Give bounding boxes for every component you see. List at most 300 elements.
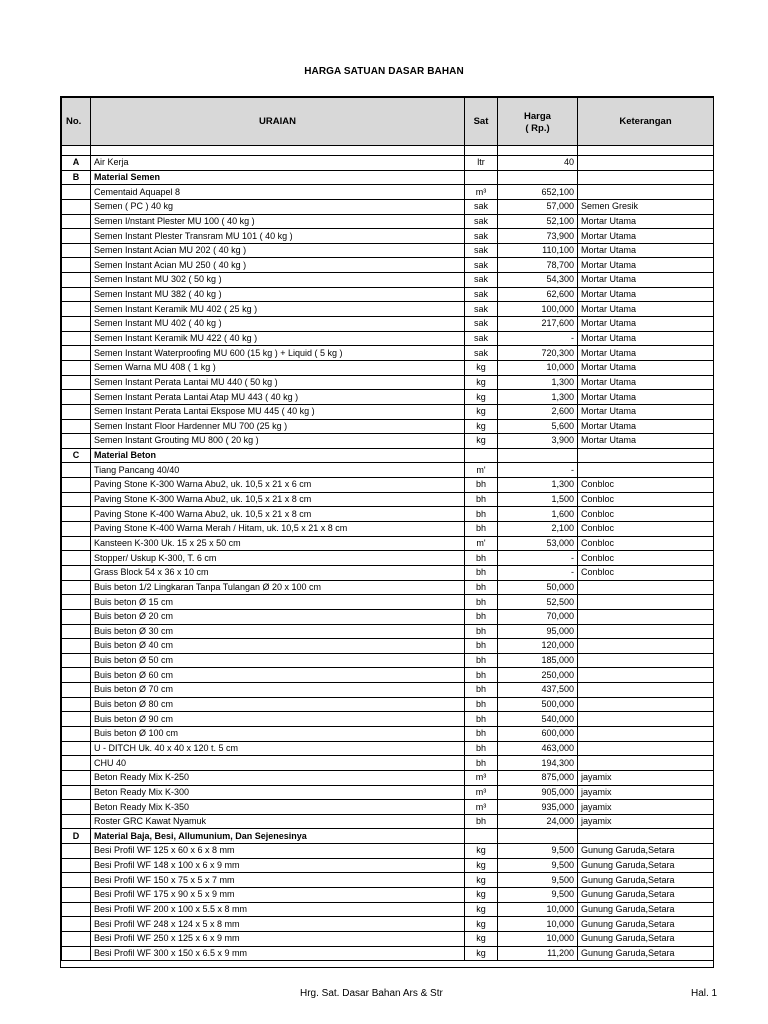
cell-sat: kg	[465, 931, 498, 946]
cell-sat: m'	[465, 463, 498, 478]
header-harga	[498, 98, 578, 146]
cell-uraian: Semen Instant Grouting MU 800 ( 20 kg )	[91, 434, 465, 449]
cell-no: C	[62, 448, 91, 463]
cell-harga: 720,300	[498, 346, 578, 361]
cell-uraian: Semen Instant MU 302 ( 50 kg )	[91, 273, 465, 288]
cell-sat: sak	[465, 229, 498, 244]
cell-keterangan: Conbloc	[578, 522, 714, 537]
cell-keterangan: Mortar Utama	[578, 287, 714, 302]
cell-keterangan	[578, 463, 714, 478]
table-row	[62, 185, 714, 200]
cell-uraian: U - DITCH Uk. 40 x 40 x 120 t. 5 cm	[91, 741, 465, 756]
cell-keterangan: Gunung Garuda,Setara	[578, 902, 714, 917]
cell-keterangan: Gunung Garuda,Setara	[578, 873, 714, 888]
cell-uraian: Besi Profil WF 148 x 100 x 6 x 9 mm	[91, 858, 465, 873]
table-row	[62, 375, 714, 390]
table-row	[62, 624, 714, 639]
category-row	[62, 170, 714, 185]
cell-uraian: Kansteen K-300 Uk. 15 x 25 x 50 cm	[91, 536, 465, 551]
cell-no	[62, 946, 91, 961]
cell-uraian: Paving Stone K-300 Warna Abu2, uk. 10,5 x 21 x 6 cm	[91, 478, 465, 493]
cell-no: B	[62, 170, 91, 185]
table-row	[62, 697, 714, 712]
cell-harga: 652,100	[498, 185, 578, 200]
cell-harga: 100,000	[498, 302, 578, 317]
spacer-row	[62, 146, 714, 156]
cell-sat: bh	[465, 653, 498, 668]
cell-uraian: Semen Warna MU 408 ( 1 kg )	[91, 360, 465, 375]
cell-sat: sak	[465, 302, 498, 317]
cell-sat: ltr	[465, 156, 498, 171]
footer-page-number: Hal. 1	[691, 988, 718, 999]
cell-sat: bh	[465, 492, 498, 507]
cell-no: D	[62, 829, 91, 844]
table-row	[62, 331, 714, 346]
cell-sat: bh	[465, 551, 498, 566]
cell-harga	[498, 170, 578, 185]
cell-sat	[465, 448, 498, 463]
table-row	[62, 770, 714, 785]
cell-keterangan: Conbloc	[578, 536, 714, 551]
cell-no	[62, 844, 91, 859]
cell-sat: sak	[465, 258, 498, 273]
cell-harga: 875,000	[498, 770, 578, 785]
cell-sat: kg	[465, 404, 498, 419]
cell-keterangan: Gunung Garuda,Setara	[578, 917, 714, 932]
cell-uraian: Grass Block 54 x 36 x 10 cm	[91, 565, 465, 580]
spacer-cell	[91, 146, 465, 156]
cell-uraian: Buis beton Ø 90 cm	[91, 712, 465, 727]
cell-no	[62, 390, 91, 405]
cell-no	[62, 463, 91, 478]
cell-sat: kg	[465, 390, 498, 405]
cell-no	[62, 185, 91, 200]
cell-uraian: Semen Instant Acian MU 250 ( 40 kg )	[91, 258, 465, 273]
price-table	[61, 97, 714, 961]
category-row	[62, 448, 714, 463]
cell-uraian: Paving Stone K-300 Warna Abu2, uk. 10,5 x 21 x 8 cm	[91, 492, 465, 507]
table-header	[62, 98, 714, 146]
cell-uraian: Besi Profil WF 175 x 90 x 5 x 9 mm	[91, 888, 465, 903]
cell-sat: sak	[465, 346, 498, 361]
cell-sat: m'	[465, 536, 498, 551]
cell-harga: 194,300	[498, 756, 578, 771]
table-row	[62, 741, 714, 756]
cell-uraian: Semen Instant Acian MU 202 ( 40 kg )	[91, 243, 465, 258]
cell-sat: bh	[465, 639, 498, 654]
table-row	[62, 902, 714, 917]
cell-sat: bh	[465, 741, 498, 756]
table-row	[62, 917, 714, 932]
cell-uraian: Buis beton Ø 100 cm	[91, 726, 465, 741]
table-row	[62, 243, 714, 258]
cell-harga: 50,000	[498, 580, 578, 595]
cell-no	[62, 492, 91, 507]
cell-uraian: Beton Ready Mix K-300	[91, 785, 465, 800]
cell-sat: kg	[465, 419, 498, 434]
cell-keterangan	[578, 448, 714, 463]
table-row	[62, 946, 714, 961]
cell-keterangan: Semen Gresik	[578, 199, 714, 214]
cell-no	[62, 273, 91, 288]
cell-keterangan	[578, 653, 714, 668]
cell-no	[62, 434, 91, 449]
category-row	[62, 829, 714, 844]
cell-uraian: Semen Instant Keramik MU 422 ( 40 kg )	[91, 331, 465, 346]
cell-sat: kg	[465, 434, 498, 449]
table-row	[62, 873, 714, 888]
cell-no	[62, 712, 91, 727]
cell-sat: bh	[465, 507, 498, 522]
table-row	[62, 229, 714, 244]
cell-sat: sak	[465, 214, 498, 229]
table-row	[62, 595, 714, 610]
cell-sat: kg	[465, 873, 498, 888]
table-row	[62, 199, 714, 214]
cell-keterangan: Mortar Utama	[578, 273, 714, 288]
table-row	[62, 580, 714, 595]
cell-no	[62, 580, 91, 595]
table-row	[62, 565, 714, 580]
cell-no	[62, 565, 91, 580]
cell-harga: 70,000	[498, 609, 578, 624]
cell-keterangan: Conbloc	[578, 478, 714, 493]
cell-sat: m³	[465, 185, 498, 200]
cell-keterangan: Gunung Garuda,Setara	[578, 844, 714, 859]
spacer-cell	[465, 146, 498, 156]
table-row	[62, 639, 714, 654]
cell-uraian: CHU 40	[91, 756, 465, 771]
cell-keterangan	[578, 639, 714, 654]
cell-harga: -	[498, 551, 578, 566]
cell-harga: 40	[498, 156, 578, 171]
header-harga-line2: ( Rp.)	[525, 122, 550, 134]
cell-harga: 24,000	[498, 814, 578, 829]
cell-keterangan	[578, 829, 714, 844]
cell-keterangan: jayamix	[578, 770, 714, 785]
cell-no	[62, 668, 91, 683]
cell-uraian: Tiang Pancang 40/40	[91, 463, 465, 478]
table-row	[62, 683, 714, 698]
cell-keterangan: Mortar Utama	[578, 302, 714, 317]
cell-sat: sak	[465, 199, 498, 214]
cell-uraian: Semen Instant Perata Lantai MU 440 ( 50 kg )	[91, 375, 465, 390]
cell-keterangan: Mortar Utama	[578, 331, 714, 346]
table-row	[62, 785, 714, 800]
cell-sat: m³	[465, 770, 498, 785]
table-row	[62, 434, 714, 449]
cell-harga: 9,500	[498, 858, 578, 873]
header-harga-line1: Harga	[524, 110, 551, 122]
cell-harga	[498, 448, 578, 463]
table-row	[62, 712, 714, 727]
cell-sat	[465, 170, 498, 185]
cell-keterangan: Mortar Utama	[578, 360, 714, 375]
cell-keterangan: Mortar Utama	[578, 419, 714, 434]
cell-sat: m³	[465, 800, 498, 815]
cell-keterangan: Gunung Garuda,Setara	[578, 888, 714, 903]
cell-sat: bh	[465, 726, 498, 741]
cell-harga: 2,600	[498, 404, 578, 419]
cell-harga: 95,000	[498, 624, 578, 639]
table-row	[62, 287, 714, 302]
cell-harga: 11,200	[498, 946, 578, 961]
cell-sat: sak	[465, 243, 498, 258]
table-row	[62, 844, 714, 859]
cell-no	[62, 858, 91, 873]
cell-no: A	[62, 156, 91, 171]
cell-keterangan: Mortar Utama	[578, 346, 714, 361]
table-row	[62, 931, 714, 946]
cell-uraian: Semen Instant Perata Lantai Atap MU 443 ( 40 kg )	[91, 390, 465, 405]
cell-uraian: Buis beton 1/2 Lingkaran Tanpa Tulangan Ø 20 x 100 cm	[91, 580, 465, 595]
cell-sat: kg	[465, 375, 498, 390]
cell-harga: 73,900	[498, 229, 578, 244]
cell-uraian: Beton Ready Mix K-250	[91, 770, 465, 785]
header-row	[62, 98, 714, 146]
cell-harga: 9,500	[498, 844, 578, 859]
cell-uraian: Buis beton Ø 60 cm	[91, 668, 465, 683]
cell-harga: 62,600	[498, 287, 578, 302]
table-row	[62, 609, 714, 624]
cell-harga: 10,000	[498, 902, 578, 917]
cell-harga: 78,700	[498, 258, 578, 273]
cell-uraian: Buis beton Ø 15 cm	[91, 595, 465, 610]
cell-harga: 500,000	[498, 697, 578, 712]
cell-sat: sak	[465, 331, 498, 346]
cell-no	[62, 931, 91, 946]
spacer-cell	[578, 146, 714, 156]
table-row	[62, 814, 714, 829]
cell-uraian: Besi Profil WF 250 x 125 x 6 x 9 mm	[91, 931, 465, 946]
document-title: HARGA SATUAN DASAR BAHAN	[304, 66, 464, 77]
cell-harga: 53,000	[498, 536, 578, 551]
table-row	[62, 756, 714, 771]
cell-sat: sak	[465, 287, 498, 302]
header-no: No.	[62, 98, 91, 146]
cell-uraian: Paving Stone K-400 Warna Merah / Hitam, uk. 10,5 x 21 x 8 cm	[91, 522, 465, 537]
cell-no	[62, 873, 91, 888]
header-keterangan: Keterangan	[578, 98, 714, 146]
cell-sat	[465, 829, 498, 844]
cell-harga: 540,000	[498, 712, 578, 727]
cell-sat: m³	[465, 785, 498, 800]
cell-no	[62, 346, 91, 361]
table-row	[62, 360, 714, 375]
cell-harga: 905,000	[498, 785, 578, 800]
cell-no	[62, 551, 91, 566]
cell-sat: bh	[465, 478, 498, 493]
cell-keterangan	[578, 697, 714, 712]
cell-keterangan	[578, 185, 714, 200]
cell-no	[62, 258, 91, 273]
table-row	[62, 404, 714, 419]
cell-harga: 1,300	[498, 478, 578, 493]
cell-keterangan: Mortar Utama	[578, 404, 714, 419]
cell-harga: 10,000	[498, 360, 578, 375]
cell-sat: bh	[465, 814, 498, 829]
cell-keterangan: Conbloc	[578, 551, 714, 566]
spacer-cell	[62, 146, 91, 156]
cell-no	[62, 404, 91, 419]
table-row	[62, 390, 714, 405]
cell-no	[62, 199, 91, 214]
cell-uraian: Buis beton Ø 40 cm	[91, 639, 465, 654]
cell-no	[62, 419, 91, 434]
footer-document-name: Hrg. Sat. Dasar Bahan Ars & Str	[300, 988, 443, 999]
cell-keterangan	[578, 741, 714, 756]
cell-keterangan	[578, 156, 714, 171]
cell-keterangan: jayamix	[578, 800, 714, 815]
cell-uraian: Paving Stone K-400 Warna Abu2, uk. 10,5 x 21 x 8 cm	[91, 507, 465, 522]
table-row	[62, 551, 714, 566]
cell-keterangan: Conbloc	[578, 492, 714, 507]
cell-harga: -	[498, 463, 578, 478]
table-row	[62, 214, 714, 229]
cell-no	[62, 785, 91, 800]
cell-uraian: Material Semen	[91, 170, 465, 185]
cell-sat: bh	[465, 668, 498, 683]
cell-no	[62, 478, 91, 493]
cell-uraian: Buis beton Ø 30 cm	[91, 624, 465, 639]
cell-uraian: Buis beton Ø 80 cm	[91, 697, 465, 712]
cell-no	[62, 726, 91, 741]
cell-uraian: Besi Profil WF 248 x 124 x 5 x 8 mm	[91, 917, 465, 932]
cell-no	[62, 331, 91, 346]
table-row	[62, 492, 714, 507]
cell-no	[62, 595, 91, 610]
cell-sat: kg	[465, 858, 498, 873]
cell-no	[62, 770, 91, 785]
cell-keterangan	[578, 712, 714, 727]
cell-harga: 1,300	[498, 375, 578, 390]
cell-harga: 935,000	[498, 800, 578, 815]
cell-no	[62, 375, 91, 390]
cell-keterangan: Mortar Utama	[578, 434, 714, 449]
cell-uraian: Buis beton Ø 70 cm	[91, 683, 465, 698]
cell-no	[62, 360, 91, 375]
table-row	[62, 858, 714, 873]
cell-sat: kg	[465, 917, 498, 932]
cell-keterangan: Mortar Utama	[578, 214, 714, 229]
cell-uraian: Semen Instant Keramik MU 402 ( 25 kg )	[91, 302, 465, 317]
cell-harga: 9,500	[498, 888, 578, 903]
cell-keterangan: Mortar Utama	[578, 258, 714, 273]
cell-keterangan	[578, 609, 714, 624]
price-table-wrapper	[60, 96, 714, 968]
table-row	[62, 507, 714, 522]
cell-sat: kg	[465, 946, 498, 961]
cell-keterangan: Gunung Garuda,Setara	[578, 858, 714, 873]
table-row	[62, 258, 714, 273]
cell-uraian: Semen Instant Waterproofing MU 600 (15 kg ) + Liquid ( 5 kg )	[91, 346, 465, 361]
cell-no	[62, 317, 91, 332]
cell-no	[62, 624, 91, 639]
cell-sat: bh	[465, 580, 498, 595]
cell-harga: 52,500	[498, 595, 578, 610]
cell-keterangan	[578, 756, 714, 771]
table-row	[62, 463, 714, 478]
cell-keterangan: Mortar Utama	[578, 390, 714, 405]
cell-keterangan: Mortar Utama	[578, 229, 714, 244]
cell-sat: sak	[465, 273, 498, 288]
header-sat: Sat	[465, 98, 498, 146]
table-row	[62, 522, 714, 537]
cell-harga: -	[498, 331, 578, 346]
cell-keterangan	[578, 580, 714, 595]
cell-harga: 57,000	[498, 199, 578, 214]
cell-uraian: Material Baja, Besi, Allumunium, Dan Sejenesinya	[91, 829, 465, 844]
cell-uraian: Besi Profil WF 300 x 150 x 6.5 x 9 mm	[91, 946, 465, 961]
cell-no	[62, 229, 91, 244]
cell-uraian: Stopper/ Uskup K-300, T. 6 cm	[91, 551, 465, 566]
cell-sat: bh	[465, 609, 498, 624]
cell-harga: 250,000	[498, 668, 578, 683]
cell-harga: 437,500	[498, 683, 578, 698]
table-row	[62, 156, 714, 171]
table-row	[62, 317, 714, 332]
cell-keterangan: Conbloc	[578, 565, 714, 580]
cell-harga: 1,500	[498, 492, 578, 507]
cell-sat: bh	[465, 756, 498, 771]
cell-no	[62, 800, 91, 815]
table-row	[62, 419, 714, 434]
cell-no	[62, 756, 91, 771]
cell-uraian: Semen Instant MU 382 ( 40 kg )	[91, 287, 465, 302]
cell-sat: kg	[465, 888, 498, 903]
cell-harga: 120,000	[498, 639, 578, 654]
cell-harga: -	[498, 565, 578, 580]
cell-uraian: Material Beton	[91, 448, 465, 463]
cell-uraian: Beton Ready Mix K-350	[91, 800, 465, 815]
cell-keterangan	[578, 726, 714, 741]
cell-sat: kg	[465, 902, 498, 917]
cell-keterangan: jayamix	[578, 814, 714, 829]
cell-harga: 110,100	[498, 243, 578, 258]
cell-uraian: Semen Instant Floor Hardenner MU 700 (25 kg )	[91, 419, 465, 434]
cell-uraian: Besi Profil WF 200 x 100 x 5.5 x 8 mm	[91, 902, 465, 917]
cell-keterangan: Mortar Utama	[578, 243, 714, 258]
cell-harga: 10,000	[498, 931, 578, 946]
cell-harga: 185,000	[498, 653, 578, 668]
cell-keterangan: Conbloc	[578, 507, 714, 522]
table-row	[62, 726, 714, 741]
table-row	[62, 478, 714, 493]
table-body	[62, 146, 714, 961]
cell-no	[62, 697, 91, 712]
cell-harga: 1,600	[498, 507, 578, 522]
cell-no	[62, 639, 91, 654]
cell-keterangan: Gunung Garuda,Setara	[578, 931, 714, 946]
cell-harga: 10,000	[498, 917, 578, 932]
cell-harga: 9,500	[498, 873, 578, 888]
cell-sat: kg	[465, 844, 498, 859]
cell-harga: 52,100	[498, 214, 578, 229]
cell-uraian: Semen I/nstant Plester MU 100 ( 40 kg )	[91, 214, 465, 229]
spacer-cell	[498, 146, 578, 156]
cell-no	[62, 917, 91, 932]
table-row	[62, 346, 714, 361]
cell-keterangan	[578, 595, 714, 610]
cell-uraian: Besi Profil WF 125 x 60 x 6 x 8 mm	[91, 844, 465, 859]
table-row	[62, 800, 714, 815]
cell-sat: kg	[465, 360, 498, 375]
cell-no	[62, 888, 91, 903]
cell-uraian: Besi Profil WF 150 x 75 x 5 x 7 mm	[91, 873, 465, 888]
cell-keterangan: Mortar Utama	[578, 317, 714, 332]
cell-uraian: Buis beton Ø 50 cm	[91, 653, 465, 668]
cell-uraian: Roster GRC Kawat Nyamuk	[91, 814, 465, 829]
